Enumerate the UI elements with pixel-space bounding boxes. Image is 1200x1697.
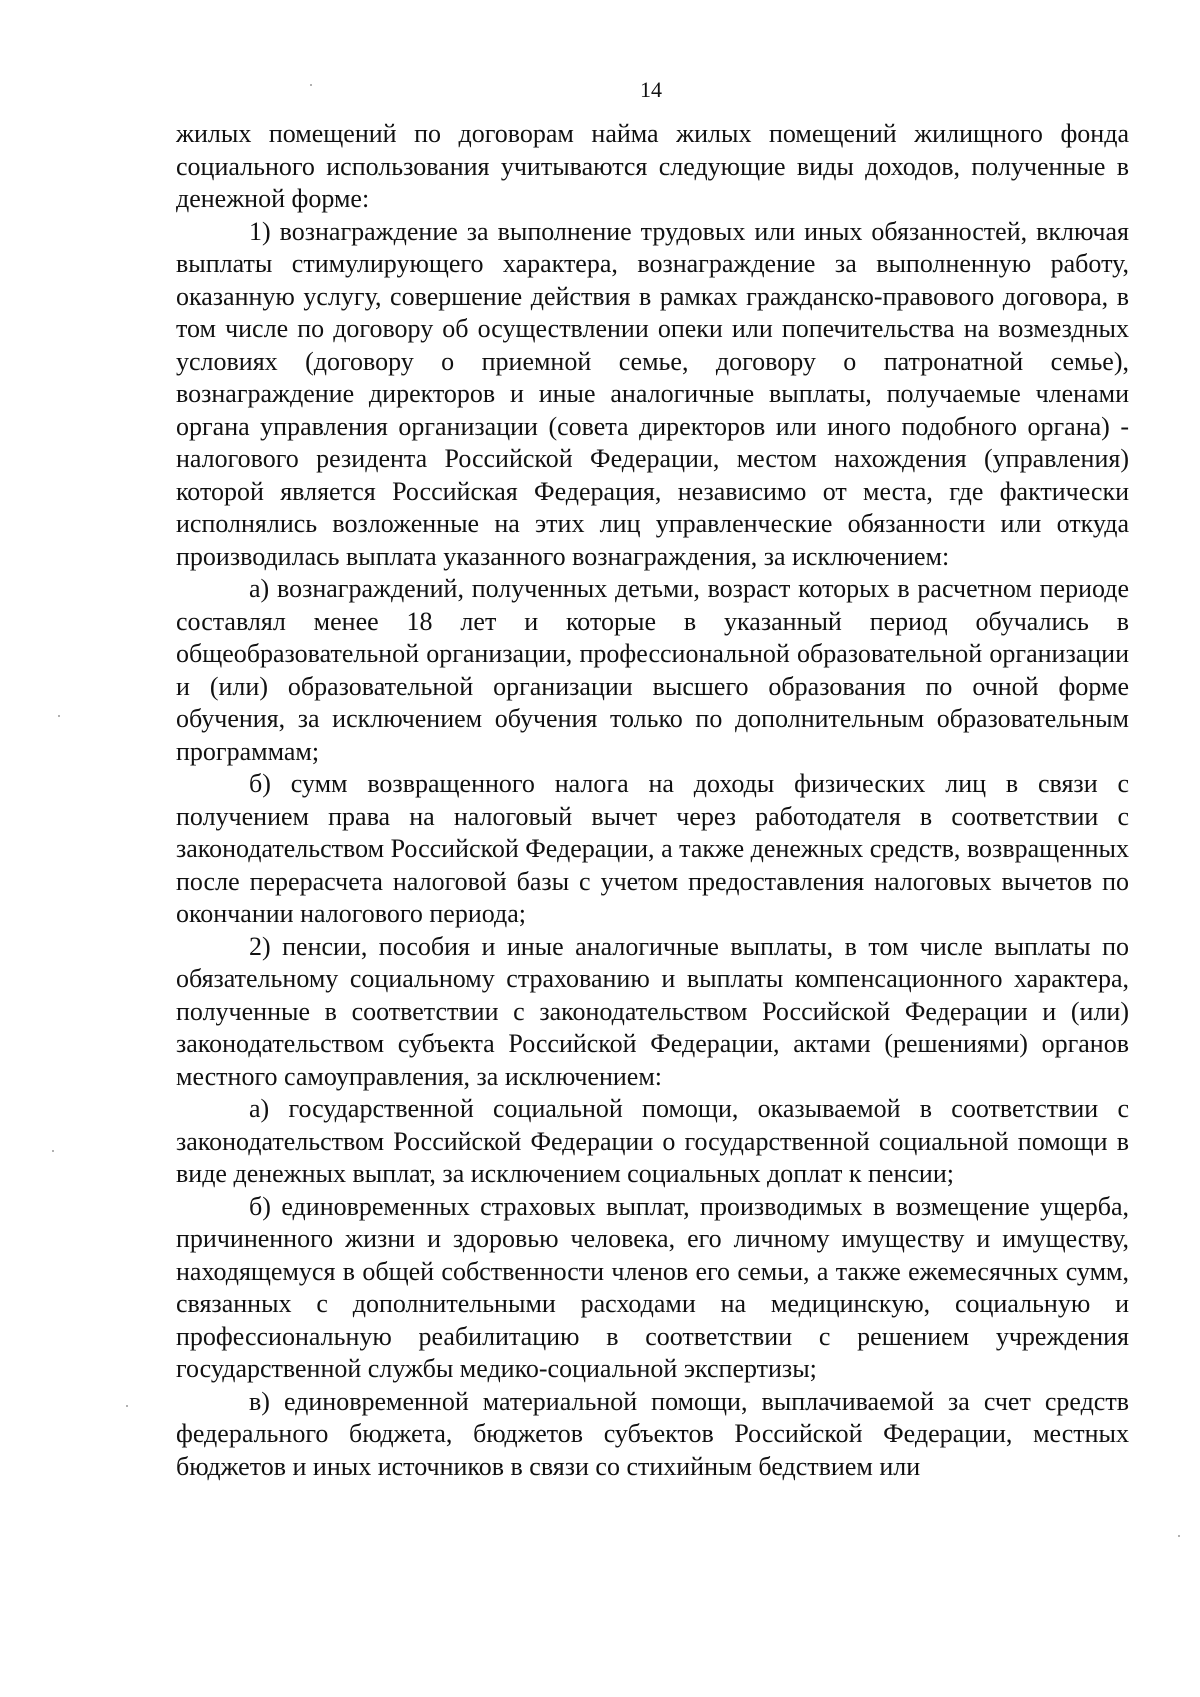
scan-speck xyxy=(1178,1535,1180,1537)
paragraph-item-1a: а) вознаграждений, полученных детьми, возраст которых в расчетном периоде составлял менее 18 лет и которые в указанный период обучались в общеобразовательной организации, профессиональной образовательной организации и (или) образовательной организации высшего образования по очной форме обучения, за исключением обучения только по дополнительным образовательным программам; xyxy=(176,574,1129,766)
scan-speck xyxy=(58,715,60,717)
paragraph-item-1: 1) вознаграждение за выполнение трудовых или иных обязанностей, включая выплаты стимулирующего характера, вознаграждение за выполненную работу, оказанную услугу, совершение действия в рамках гражданско-правового договора, в том числе по договору об осуществлении опеки или попечительства на возмездных условиях (договору о приемной семье, договору о патронатной семье), вознаграждение директоров и иные аналогичные выплаты, получаемые членами органа управления организации (совета директоров или иного подобного органа) - налогового резидента Российской Федерации, местом нахождения (управления) которой является Российская Федерация, независимо от места, где фактически исполнялись возложенные на этих лиц управленческие обязанности или откуда производилась выплата указанного вознаграждения, за исключением: xyxy=(176,216,1129,571)
paragraph-item-2a: а) государственной социальной помощи, оказываемой в соответствии с законодательством Российской Федерации о государственной социальной помощи в виде денежных выплат, за исключением социальных доплат к пенсии; xyxy=(176,1094,1129,1188)
paragraph-intro: жилых помещений по договорам найма жилых помещений жилищного фонда социального использования учитываются следующие виды доходов, полученные в денежной форме: xyxy=(176,119,1129,213)
scan-speck xyxy=(310,84,312,86)
scan-speck xyxy=(126,1405,128,1407)
document-body xyxy=(176,118,1129,1483)
page-number: 14 xyxy=(640,77,662,102)
paragraph-item-1b: б) сумм возвращенного налога на доходы физических лиц в связи с получением права на налоговый вычет через работодателя в соответствии с законодательством Российской Федерации, а также денежных средств, возвращенных после перерасчета налоговой базы с учетом предоставления налоговых вычетов по окончании налогового периода; xyxy=(176,769,1129,928)
paragraph-item-2: 2) пенсии, пособия и иные аналогичные выплаты, в том числе выплаты по обязательному социальному страхованию и выплаты компенсационного характера, полученные в соответствии с законодательством Российской Федерации и (или) законодательством субъекта Российской Федерации, актами (решениями) органов местного самоуправления, за исключением: xyxy=(176,931,1129,1091)
paragraph-item-2v: в) единовременной материальной помощи, выплачиваемой за счет средств федерального бюджета, бюджетов субъектов Российской Федерации, местных бюджетов и иных источников в связи со стихийным бедствием или xyxy=(176,1386,1129,1481)
scan-speck xyxy=(52,1150,54,1152)
paragraph-item-2b: б) единовременных страховых выплат, производимых в возмещение ущерба, причиненного жизни и здоровью человека, его личному имуществу и имуществу, находящемуся в общей собственности членов его семьи, а также ежемесячных сумм, связанных с дополнительными расходами на медицинскую, социальную и профессиональную реабилитацию в соответствии с решением учреждения государственной службы медико-социальной экспертизы; xyxy=(176,1191,1129,1383)
